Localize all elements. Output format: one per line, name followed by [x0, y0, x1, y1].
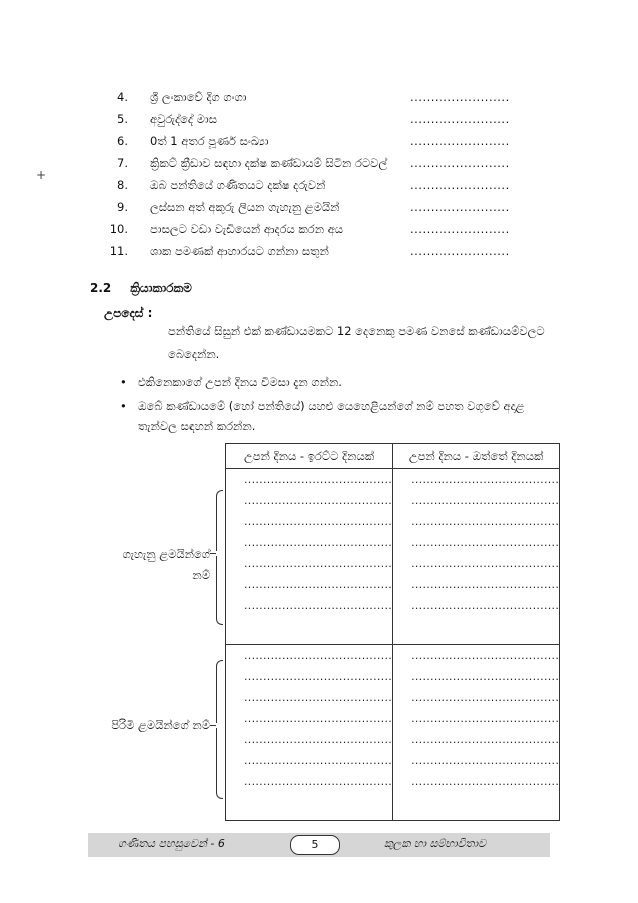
header-even-date: උපන් දිනය - ඉරට්ට දිනයක් [226, 444, 393, 469]
list-item [0, 112, 638, 134]
item-text: ලස්සන අත් අකුරු ලියන ගැහැනු ළමයින් [150, 200, 340, 214]
advice-label: උපදෙස් : [104, 306, 153, 320]
boys-names-label [80, 718, 210, 733]
dotted-line[interactable]: ....................................... [244, 733, 393, 746]
answer-blank[interactable]: ........................ [410, 90, 510, 104]
item-text: ශාක පමණක් ආහාරයට ගන්නා සතුන් [150, 244, 329, 258]
brace-icon [216, 556, 223, 625]
advice-text: පන්තියේ සිසුන් එක් කණ්ඩායමකට 12 දෙනෙකු පමණ වනසේ කණ්ඩායම්වලට බෙදෙන්න. [168, 324, 545, 361]
answer-blank[interactable]: ........................ [410, 244, 510, 258]
boys-label-line1: පිරිමි ළමයින්ගේ නම් [111, 718, 210, 732]
dotted-line[interactable]: ....................................... [411, 599, 560, 612]
dotted-line[interactable]: ....................................... [244, 691, 393, 704]
dotted-line[interactable]: ....................................... [244, 712, 393, 725]
birthday-table [225, 443, 560, 821]
dotted-line[interactable]: ....................................... [244, 536, 393, 549]
dotted-line[interactable]: ....................................... [244, 494, 393, 507]
girls-label-line1: ගැහැනු ළමයින්ගේ [122, 547, 210, 561]
dotted-line[interactable]: ....................................... [244, 473, 393, 486]
boys-odd-cell[interactable] [393, 645, 560, 821]
footer-chapter-title: කුලක හා සම්භාවිතාව [384, 837, 486, 850]
boys-even-cell[interactable] [226, 645, 393, 821]
page-number: 5 [290, 835, 340, 855]
dotted-line[interactable]: ....................................... [411, 536, 560, 549]
item-text: අවුරුද්දේ මාස [150, 112, 217, 126]
brace-tip [210, 725, 216, 726]
dotted-line[interactable]: ....................................... [411, 712, 560, 725]
bullet-icon: • [120, 375, 127, 389]
item-number: 11. [109, 244, 128, 258]
list-item [0, 90, 638, 112]
dotted-line[interactable]: ....................................... [244, 578, 393, 591]
bullet-icon: • [120, 399, 127, 413]
dotted-line[interactable]: ....................................... [411, 494, 560, 507]
answer-blank[interactable]: ........................ [410, 222, 510, 236]
dotted-line[interactable]: ....................................... [411, 473, 560, 486]
girls-even-cell[interactable] [226, 469, 393, 645]
bullet-text: එකිනෙකාගේ උපන් දිනය විමසා දැන ගන්න. [138, 375, 342, 389]
brace-icon [216, 660, 223, 723]
section-number: 2.2 [90, 281, 112, 295]
item-text: 0ත් 1 අතර පූර්ණ සංඛ්‍යා [150, 134, 269, 148]
item-number: 10. [109, 222, 128, 236]
brace-tip [210, 553, 216, 554]
list-item [0, 222, 638, 244]
item-number: 5. [117, 112, 128, 126]
list-item [0, 244, 638, 266]
section-title: ක්‍රියාකාරකම [130, 281, 192, 295]
item-number: 8. [117, 178, 128, 192]
dotted-line[interactable]: ....................................... [411, 649, 560, 662]
dotted-line[interactable]: ....................................... [411, 670, 560, 683]
dotted-line[interactable]: ....................................... [244, 599, 393, 612]
answer-blank[interactable]: ........................ [410, 134, 510, 148]
item-number: 6. [117, 134, 128, 148]
dotted-line[interactable]: ....................................... [244, 754, 393, 767]
section-heading [90, 281, 192, 296]
dotted-line[interactable]: ....................................... [411, 691, 560, 704]
list-item [0, 156, 638, 178]
list-item [0, 178, 638, 200]
dotted-line[interactable]: ....................................... [411, 515, 560, 528]
bullet-item [120, 396, 560, 436]
footer-book-title: ගණිතය පහසුවෙන් - 6 [118, 837, 225, 850]
header-odd-date: උපන් දිනය - ඔත්තේ දිනයක් [393, 444, 560, 469]
table-row-girls [226, 469, 560, 645]
dotted-line[interactable]: ....................................... [244, 670, 393, 683]
dotted-line[interactable]: ....................................... [244, 557, 393, 570]
bullet-item [120, 372, 560, 392]
list-item [0, 134, 638, 156]
item-number: 7. [117, 156, 128, 170]
brace-icon [216, 490, 223, 551]
brace-icon [216, 728, 223, 799]
margin-registration-mark: + [36, 168, 47, 182]
answer-blank[interactable]: ........................ [410, 200, 510, 214]
dotted-line[interactable]: ....................................... [411, 775, 560, 788]
item-number: 4. [117, 90, 128, 104]
answer-blank[interactable]: ........................ [410, 156, 510, 170]
item-text: පාසලට වඩා වැඩියෙන් ආදරය කරන අය [150, 222, 344, 236]
bullet-text: ඔබේ කණ්ඩායමේ (හෝ පන්තියේ) යහළු යෙහෙළියන්ගේ නම් පහත වගුවේ අදාළ තැන්වල සඳහන් කරන්න. [138, 399, 525, 433]
list-item [0, 200, 638, 222]
girls-names-label [80, 547, 210, 583]
dotted-line[interactable]: ....................................... [244, 515, 393, 528]
answer-blank[interactable]: ........................ [410, 112, 510, 126]
dotted-line[interactable]: ....................................... [411, 557, 560, 570]
table-row-boys [226, 645, 560, 821]
dotted-line[interactable]: ....................................... [244, 775, 393, 788]
dotted-line[interactable]: ....................................... [244, 649, 393, 662]
girls-label-line2: නම් [192, 568, 210, 582]
item-text: ශ්‍රී ලංකාවේ දිග ගංගා [150, 90, 247, 104]
item-text: ඔබ පන්තියේ ගණිතයට දක්ෂ දරුවන් [150, 178, 326, 192]
dotted-line[interactable]: ....................................... [411, 578, 560, 591]
dotted-line[interactable]: ....................................... [411, 733, 560, 746]
answer-blank[interactable]: ........................ [410, 178, 510, 192]
dotted-line[interactable]: ....................................... [411, 754, 560, 767]
girls-odd-cell[interactable] [393, 469, 560, 645]
item-number: 9. [117, 200, 128, 214]
item-text: ක්‍රිකට් ක්‍රීඩාව සඳහා දක්ෂ කණ්ඩායම් සිටින රටවල් [150, 156, 388, 170]
